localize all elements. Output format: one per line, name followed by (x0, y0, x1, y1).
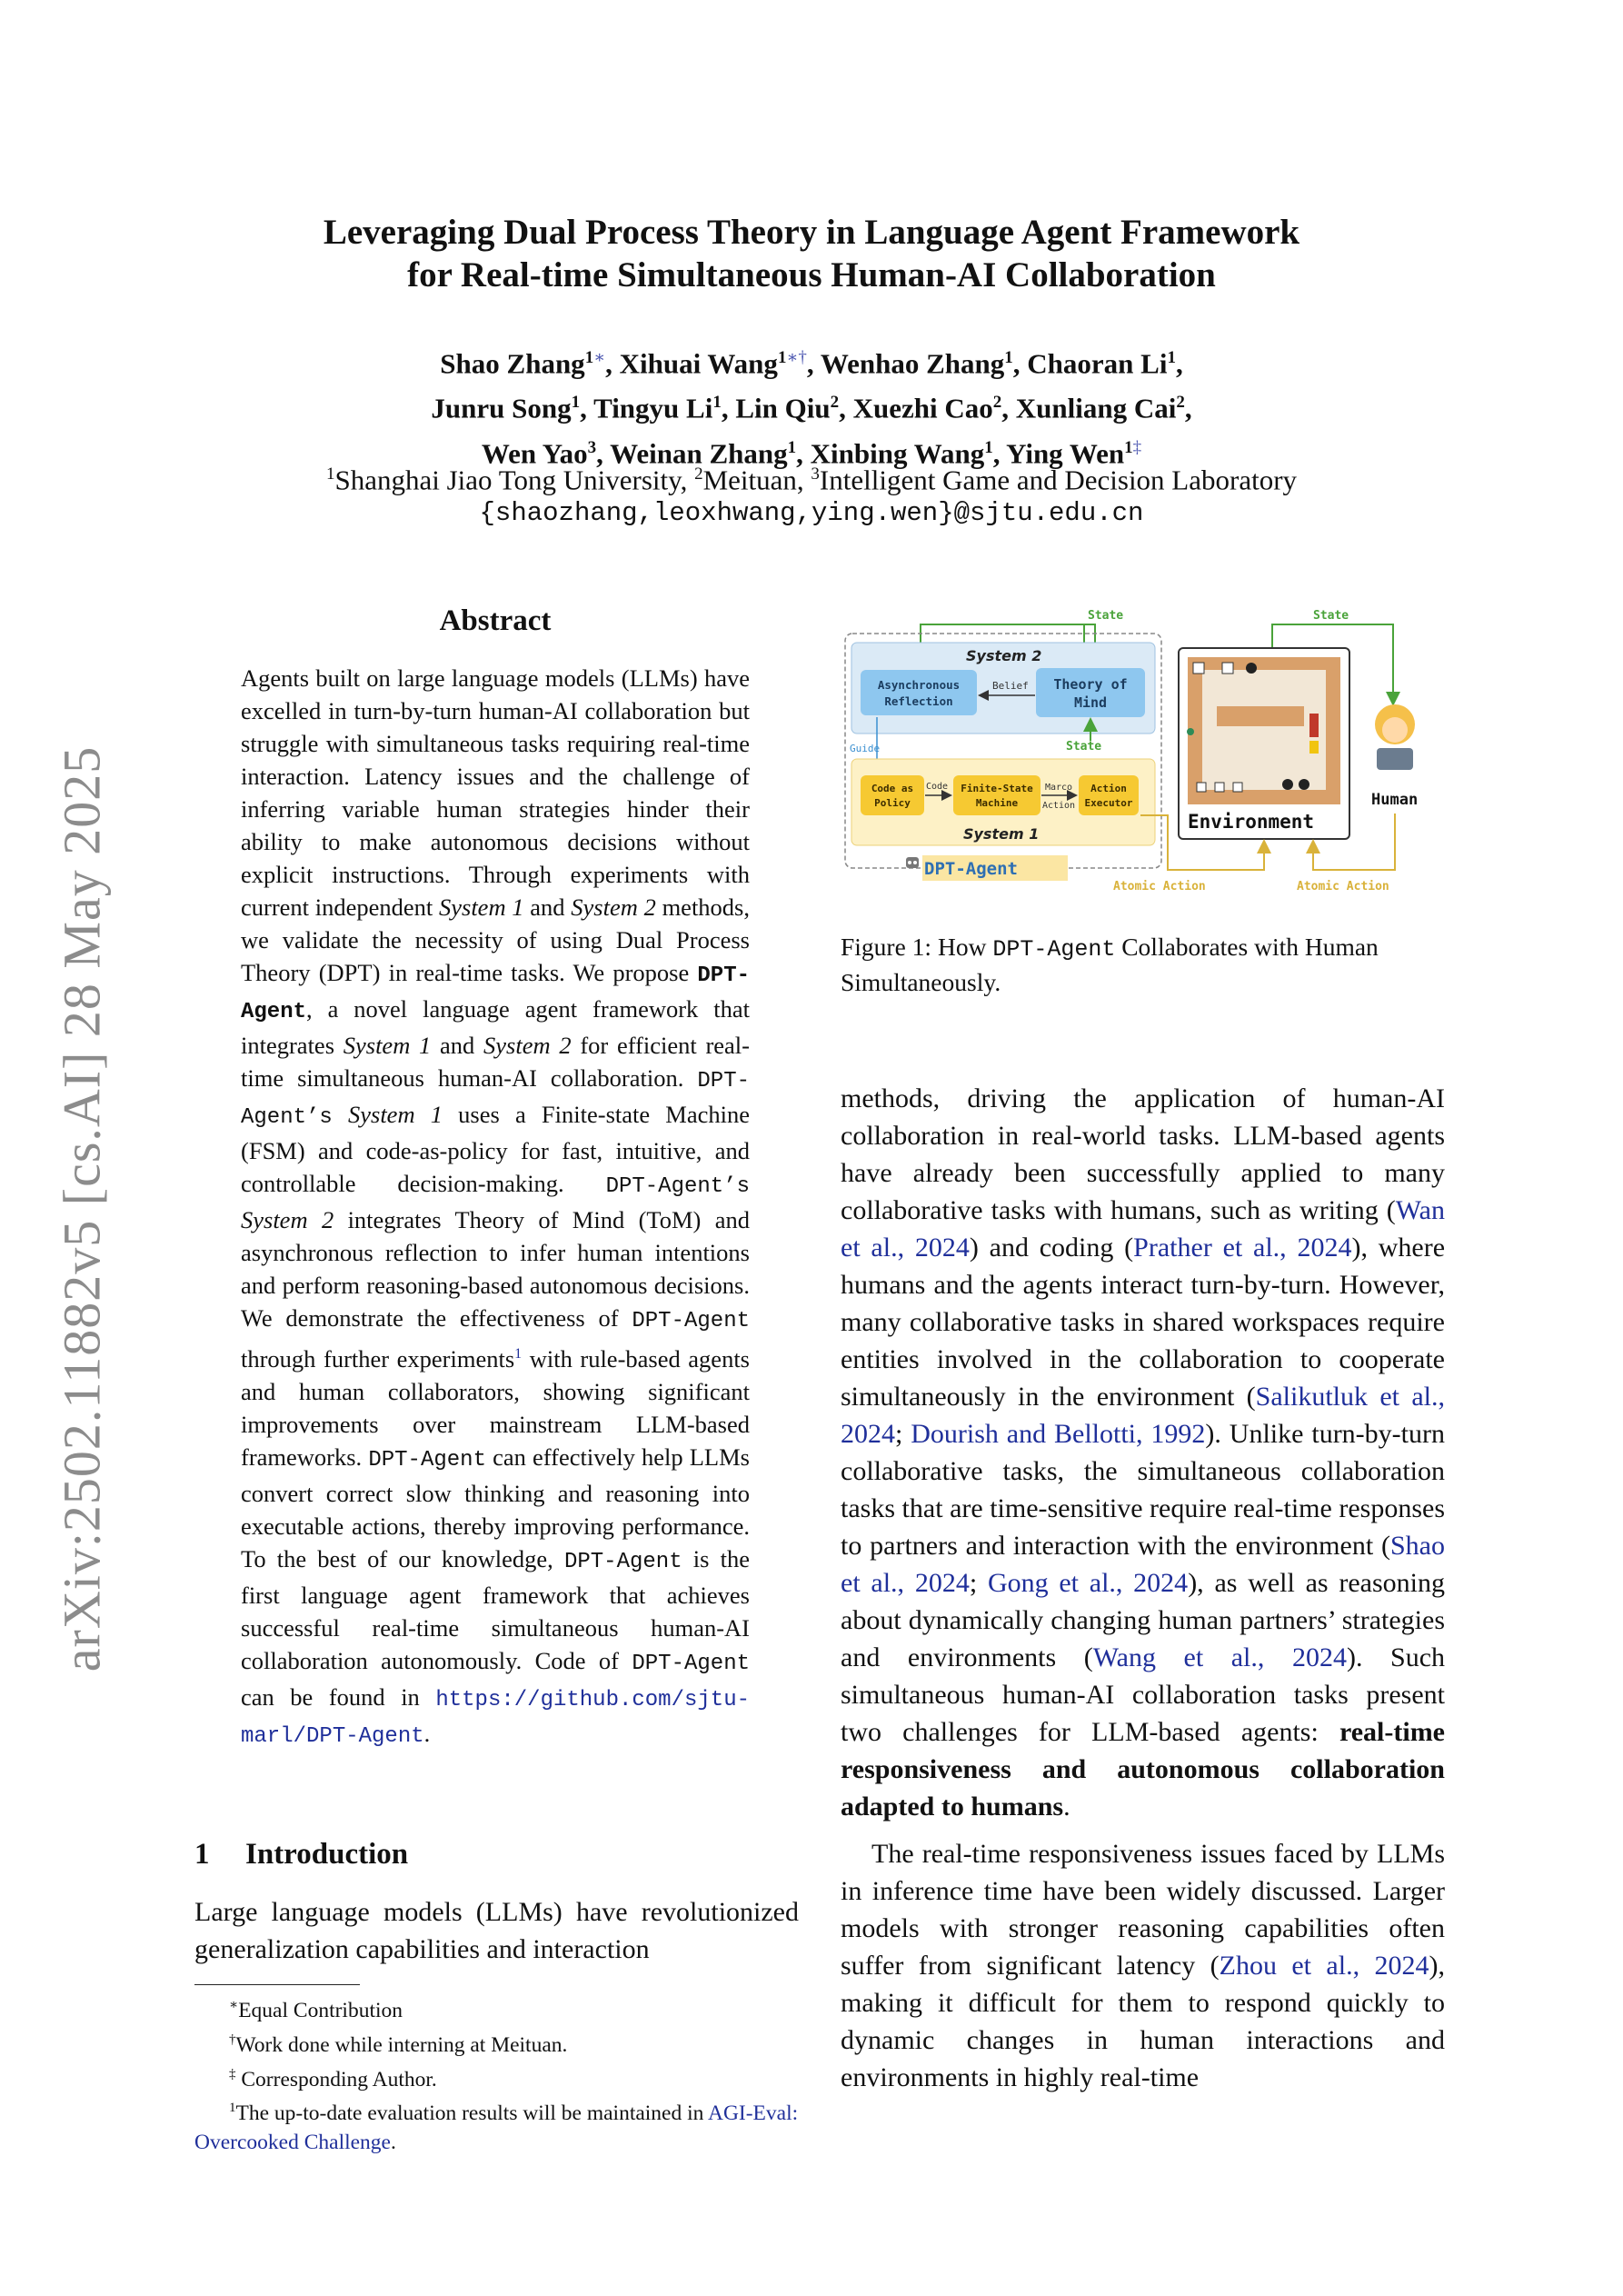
agent-name: DPT-Agent (241, 963, 750, 1024)
code-as-policy-box: Code as Policy (871, 783, 914, 809)
arxiv-identifier-stamp: arXiv:2502.11882v5 [cs.AI] 28 May 2025 (52, 745, 112, 1672)
author-name: Lin Qiu (735, 392, 831, 424)
title-line-1: Leveraging Dual Process Theory in Language Agent Framework (323, 213, 1300, 252)
author-name: Ying Wen (1006, 436, 1125, 469)
introduction-text-continued (841, 1080, 1445, 2096)
atomic-action-left-label: Atomic Action (1113, 880, 1206, 893)
github-link[interactable]: https://github.com/sjtu-marl/DPT-Agent (241, 1687, 750, 1749)
citation-link[interactable]: Wang et al., 2024 (1092, 1642, 1347, 1672)
author-name: Weinan Zhang (610, 436, 788, 469)
footnotes (194, 1991, 812, 2157)
author-list: Shao Zhang$^{1∗}$, Xihuai Wang$^{1∗\dagger}$, Wenhao Zhang$^1$, Chaoran Li$^1$, Junru Song$^1$, Tingyu Li$^1$, Lin Qiu$^2$, Xuezhi Cao$^2$, Xunliang Cai$^2$, Wen Yao$^3$, Weinan Zhang$^1$, Xinbing Wang$^1$, Ying Wen$^{1\ddagger}$ (431, 347, 1192, 469)
footnote-divider (194, 1984, 360, 1985)
footnote-equal-contribution: ∗Equal Contribution (229, 1998, 403, 2022)
citation-link[interactable]: Wan et al., 2024 (841, 1195, 1445, 1263)
state-label-middle: State (1066, 740, 1102, 754)
dpt-agent-badge: DPT-Agent (924, 859, 1018, 879)
citation-link[interactable]: Dourish and Bellotti, 1992 (911, 1419, 1206, 1449)
citation-link[interactable]: Zhou et al., 2024 (1219, 1951, 1429, 1981)
footnote-evaluation: $^1$The up-to-date evaluation results will be maintained in AGI-Eval: Overcooked Challenge. (194, 2101, 799, 2155)
paper-title (182, 211, 1441, 296)
author-name: Xinbing Wang (810, 436, 985, 469)
code-label: Code (926, 782, 949, 792)
abstract-heading: Abstract (439, 604, 552, 637)
state-label-top-left: State (1088, 609, 1124, 623)
figure-1-diagram (841, 604, 1431, 913)
citation-link[interactable]: Prather et al., 2024 (1133, 1233, 1352, 1263)
title-line-2: for Real-time Simultaneous Human-AI Collaboration (407, 255, 1216, 294)
author-name: Chaoran Li (1027, 347, 1168, 380)
human-label: Human (1371, 791, 1419, 809)
abstract-text: Agents built on large language models (LLMs) have excelled in turn-by-turn human-AI collaboration but struggle with simultaneous tasks requiring real-time interaction. Latency issues and the challenge of inferring variable human strategies hinder their ability to make autonomous decisions without explicit instructions. Through experiments with current independent System 1 and System 2 methods, we validate the necessity of using Dual Process Theory (DPT) in real-time tasks. We propose DPT-Agent, a novel language agent framework that integrates System 1 and System 2 for efficient real-time simultaneous human-AI collaboration. DPT-Agent’s System 1 uses a Finite-state Machine (FSM) and code-as-policy for fast, intuitive, and controllable decision-making. DPT-Agent’s System 2 integrates Theory of Mind (ToM) and asynchronous reflection to infer human intentions and perform reasoning-based autonomous decisions. We demonstrate the effectiveness of DPT-Agent through further experiments$^1$ with rule-based agents and human collaborators, showing significant improvements over mainstream LLM-based frameworks. DPT-Agent can effectively help LLMs convert correct slow thinking and reasoning into executable actions, thereby improving performance. To the best of our knowledge, DPT-Agent is the first language agent framework that achieves successful real-time simultaneous human-AI collaboration autonomously. Code of DPT-Agent can be found in https://github.com/sjtu-marl/DPT-Agent. (241, 664, 751, 1749)
affiliations: $^1$Shanghai Jiao Tong University, $^2$Meituan, $^3$Intelligent Game and Decision Laboratory (325, 464, 1298, 496)
author-name: Shao Zhang (440, 347, 585, 380)
footnote-1-link[interactable]: 1 (514, 1346, 523, 1362)
author-name: Tingyu Li (593, 392, 713, 424)
action-executor-box: Action Executor (1084, 783, 1133, 809)
footnote-meituan: †Work done while interning at Meituan. (229, 2031, 568, 2057)
environment-label: Environment (1188, 811, 1315, 833)
async-reflection-box: Asynchronous Reflection (877, 678, 961, 708)
citation-link[interactable]: Gong et al., 2024 (987, 1568, 1189, 1598)
citation-link[interactable]: Salikutluk et al., 2024 (841, 1382, 1445, 1449)
state-label-top-right: State (1313, 609, 1349, 623)
author-name: Junru Song (431, 392, 572, 424)
system-2-label: System 2 (966, 647, 1042, 664)
paragraph: The real-time responsiveness issues faced by LLMs in inference time have been widely discussed. Larger models with stronger reasoning capabilities often suffer from significant latency (Zhou et al., 2024), making it difficult for them to respond quickly to dynamic changes in human interactions and environments in highly real-time (841, 1839, 1445, 2092)
author-name: Xuezhi Cao (852, 392, 993, 424)
citation-link[interactable]: Shao et al., 2024 (841, 1531, 1445, 1598)
belief-label: Belief (992, 680, 1029, 692)
figure-1-caption: Figure 1: How DPT-Agent Collaborates with Human Simultaneously. (841, 933, 1379, 996)
marco-action-label: Marco Action (1041, 783, 1076, 811)
author-name: Xihuai Wang (619, 347, 778, 380)
introduction-heading: 1 Introduction (194, 1838, 409, 1871)
footnote-corresponding: ‡ Corresponding Author. (229, 2066, 437, 2091)
agi-eval-link[interactable]: AGI-Eval: Overcooked Challenge (194, 2101, 799, 2155)
contact-email: {shaozhang,leoxhwang,ying.wen}@sjtu.edu.cn (479, 498, 1144, 528)
atomic-action-right-label: Atomic Action (1297, 880, 1389, 893)
theory-of-mind-box: Theory of Mind (1053, 676, 1128, 711)
author-name: Wenhao Zhang (820, 347, 1005, 380)
introduction-text: Large language models (LLMs) have revolutionized generalization capabilities and interaction (194, 1897, 799, 1964)
paragraph: methods, driving the application of human-AI collaboration in real-world tasks. LLM-based agents have already been successfully applied to many collaborative tasks with humans, such as writing (Wan et al., 2024) and coding (Prather et al., 2024), where humans and the agents interact turn-by-turn. However, many collaborative tasks in shared workspaces require entities involved in the collaboration to cooperate simultaneously in the environment (Salikutluk et al., 2024; Dourish and Bellotti, 1992). Unlike turn-by-turn collaborative tasks, the simultaneous collaboration tasks that are time-sensitive require real-time responses to partners and interaction with the environment (Shao et al., 2024; Gong et al., 2024), as well as reasoning about dynamically changing human partners’ strategies and environments (Wang et al., 2024). Such simultaneous human-AI collaboration tasks present two challenges for LLM-based agents: real-time responsiveness and autonomous collaboration adapted to humans. (841, 1083, 1446, 1822)
system-1-label: System 1 (963, 825, 1040, 843)
fsm-box: Finite-State Machine (961, 783, 1033, 809)
guide-label: Guide (850, 743, 881, 754)
author-name: Xunliang Cai (1015, 392, 1177, 424)
author-name: Wen Yao (481, 436, 588, 469)
